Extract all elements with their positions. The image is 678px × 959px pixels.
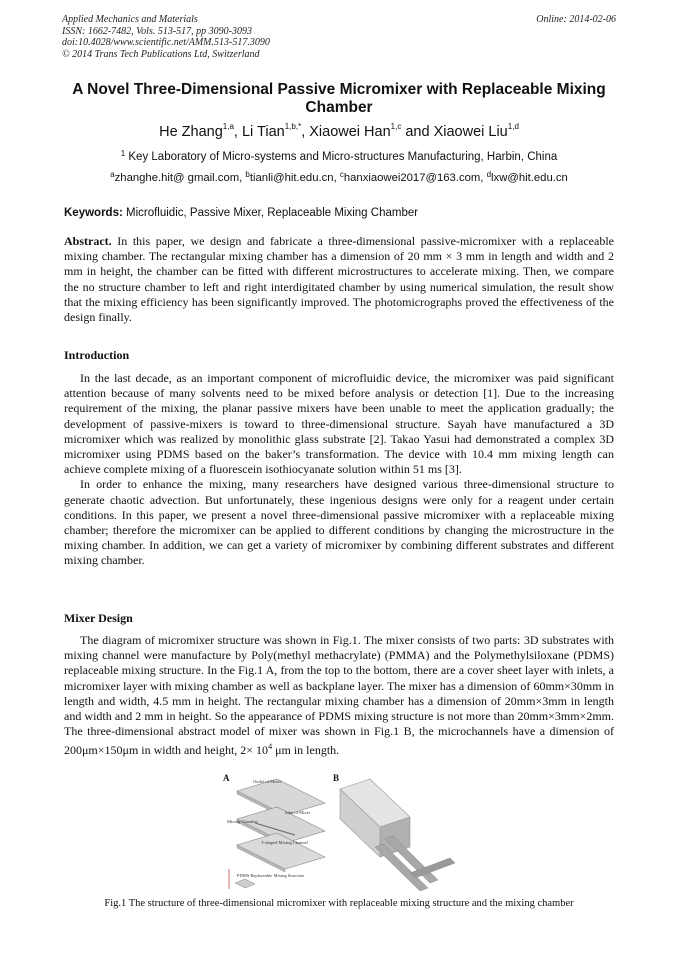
figure-label-b: B	[333, 773, 340, 783]
figure-1-diagram	[215, 773, 465, 891]
affiliation-text: Key Laboratory of Micro-systems and Micro-structures Manufacturing, Harbin, China	[128, 151, 558, 163]
keywords-label: Keywords:	[64, 207, 123, 219]
mixer-design-paragraph-1	[64, 633, 614, 759]
title-line-1: A Novel Three-Dimensional Passive Micromixer with Replaceable Mixing	[72, 81, 606, 98]
figure-label-a: A	[223, 773, 230, 783]
author-sup: 1,c	[390, 122, 402, 131]
email-link[interactable]: hanxiaowei2017@163.com,	[343, 172, 487, 184]
author-name: He Zhang	[159, 124, 223, 140]
author-name: Li Tian	[241, 124, 285, 140]
email-link[interactable]: lxw@hit.edu.cn	[491, 172, 568, 184]
author-name: Xiaowei Liu	[433, 124, 508, 140]
figure-panel-b	[333, 773, 455, 891]
figure-caption: Fig.1 The structure of three-dimensional micromixer with replaceable mixing structure and the mixing chamber	[104, 898, 574, 909]
copyright-line: © 2014 Trans Tech Publications Ltd, Switzerland	[62, 48, 260, 60]
mixer-design-tail: μm in length.	[272, 743, 340, 758]
email-sup: c	[339, 170, 344, 179]
email-link[interactable]: zhanghe.hit@ gmail.com,	[114, 172, 246, 184]
introduction-body	[64, 371, 614, 569]
title-line-2: Chamber	[305, 99, 373, 116]
affiliation-sup: 1	[120, 149, 126, 158]
journal-header	[62, 14, 616, 60]
email-sup: d	[486, 170, 492, 179]
author-sup: 1,b,*	[284, 122, 302, 131]
pdms-structure	[235, 879, 255, 888]
abstract	[64, 234, 614, 325]
email-sup: b	[245, 170, 250, 179]
label-tchannel: T-shaped Mixing Channel	[261, 840, 308, 845]
issn-line: ISSN: 1662-7482, Vols. 513-517, pp 3090-3093	[62, 25, 252, 37]
label-chamber: Mixing Chamber	[227, 819, 258, 824]
journal-name: Applied Mechanics and Materials	[62, 14, 198, 25]
abstract-label: Abstract.	[64, 234, 112, 248]
introduction-paragraph-1: In the last decade, as an important component of microfluidic device, the micromixer was paid significant attention because of many solvents need to be mixed before analysis or detection [1]. Due to the increasing requirement of the mixing, the planar passive mixers have been unable to meet the application gradually; the development of passive-mixers is toward to three-dimensional structure. Sayah have manufactured a 3D micromixer which was realized by monolithic glass substrate [2]. Takao Yasui had demonstrated a complex 3D micromixer using PDMS based on the baker’s transformation. The device with 10.4 mm mixing length can achieve complete mixing of a fluorescein isothiocyanate solution within 51 ms [3].	[64, 371, 614, 477]
online-date: Online: 2014-02-06	[536, 14, 616, 25]
email-sup: a	[110, 170, 115, 179]
author-list: He Zhang$^{1,a}$, Li Tian$^{1,b,*}$, Xiaowei Han$^{1,c}$ and Xiaowei Liu$^{1,d}$	[159, 122, 519, 140]
figure-panel-a	[223, 773, 325, 889]
author-sup: 1,d	[507, 122, 519, 131]
label-inlet: Inlet of Mixer	[285, 810, 311, 815]
paper-title	[60, 81, 618, 117]
keywords-text: Microfluidic, Passive Mixer, Replaceable Mixing Chamber	[122, 207, 419, 219]
section-heading-mixer-design: Mixer Design	[64, 611, 133, 625]
author-name: Xiaowei Han	[309, 124, 391, 140]
introduction-paragraph-2: In order to enhance the mixing, many researchers have designed various three-dimensional structure to generate chaotic advection. But unfortunately, these ingenious designs were only for a reagent under certain conditions. In this paper, we present a novel three-dimensional passive micromixer with a replaceable mixing chamber; therefore the micromixer can be applied to different conditions by changing the microstructure in the mixing chamber. In addition, we can get a variety of micromixer by combining different substrates and different mixing chamber.	[64, 477, 614, 568]
author-conjunction: and	[401, 124, 434, 140]
doi-line: doi:10.4028/www.scientific.net/AMM.513-517.3090	[62, 37, 270, 49]
email-link[interactable]: tianli@hit.edu.cn,	[249, 172, 340, 184]
mixer-design-body	[64, 633, 614, 759]
affiliation	[0, 151, 678, 163]
section-heading-introduction: Introduction	[64, 348, 130, 362]
label-outlet: Outlet of Mixer	[253, 779, 282, 784]
exponent: 4	[268, 742, 273, 752]
keywords	[64, 207, 614, 219]
email-list	[0, 172, 678, 184]
author-sup: 1,a	[222, 122, 234, 131]
abstract-text: In this paper, we design and fabricate a three-dimensional passive-micromixer with a replaceable mixing chamber. The rectangular mixing chamber has a dimension of 20 mm × 3 mm in length and width and 2 mm in height, the chamber can be fitted with different microstructures to accelerate mixing. Then, we compare the no structure chamber to left and right interdigitated chamber by using numerical simulation, the result show that the mixing efficiency has been significantly improved. The photomicrographs proved the effectiveness of the design finally.	[64, 234, 614, 325]
backplane-layer	[237, 833, 325, 869]
mixer-design-text: The diagram of micromixer structure was shown in Fig.1. The mixer consists of two parts: 3D substrates with mixing channel were manufacture by Poly(methyl methacrylate) (PMMA) and the Polymethylsiloxane (PDMS) replaceable mixing structure. In the Fig.1 A, from the top to the bottom, there are a cover sheet layer with inlets, a micromixer layer with mixing chamber as well as backplane layer. The mixer has a dimension of 60mm×30mm in length and width, 4.5 mm in height. The rectangular mixing chamber has a dimension of 20mm×3mm in length and width and 2 mm in height. So the appearance of PDMS mixing structure is not more than 20mm×3mm×2mm. The three-dimensional abstract model of mixer was shown in Fig.1 B, the microchannels have a dimension of 200μm×150μm in width and height, 2× 10	[64, 633, 614, 758]
label-pdms: PDMS Replaceable Mixing Structure	[237, 873, 305, 878]
